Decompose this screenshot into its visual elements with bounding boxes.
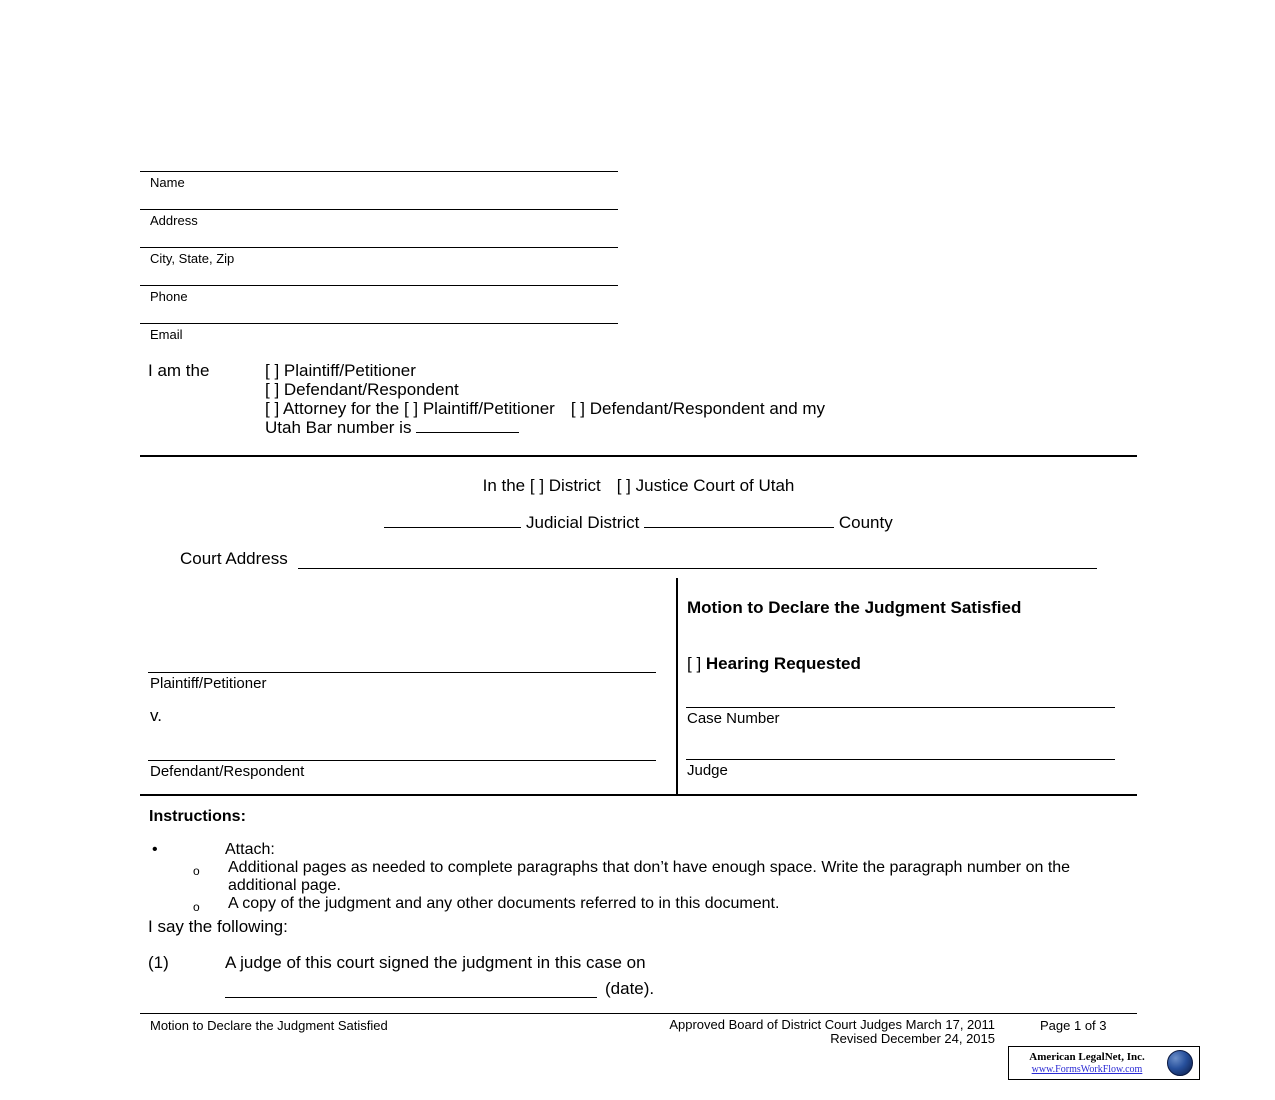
attach-subitem-1-text: Additional pages as needed to complete paragraphs that don’t have enough space. Write the paragraph number on the additional page. bbox=[228, 859, 1071, 894]
option-attorney-prefix: Attorney for the bbox=[282, 399, 400, 418]
address-field bbox=[140, 209, 618, 247]
checkbox-icon: [ ] bbox=[529, 476, 545, 495]
justice-court-label: Justice Court of Utah bbox=[635, 476, 795, 495]
i-say-heading: I say the following: bbox=[148, 917, 288, 936]
county-label: County bbox=[838, 513, 893, 532]
circle-bullet-icon: o bbox=[193, 900, 200, 914]
court-address-label: Court Address bbox=[180, 549, 288, 568]
checkbox-icon: [ ] bbox=[570, 399, 585, 418]
formsworkflow-link[interactable]: www.FormsWorkFlow.com bbox=[1031, 1063, 1143, 1075]
option-defendant-label: Defendant/Respondent bbox=[283, 380, 459, 399]
hearing-requested-label: Hearing Requested bbox=[705, 654, 861, 673]
document-title: Motion to Declare the Judgment Satisfied bbox=[687, 598, 1022, 617]
attach-subitem-2 bbox=[140, 895, 1137, 916]
defendant-label: Defendant/Respondent bbox=[150, 763, 305, 780]
option-attorney bbox=[265, 399, 1165, 418]
circle-bullet-icon: o bbox=[193, 864, 200, 878]
legalnet-badge-text bbox=[1009, 1051, 1165, 1076]
plaintiff-blank bbox=[148, 672, 656, 673]
instructions-section bbox=[140, 808, 1137, 916]
footer-page-number: Page 1 of 3 bbox=[1040, 1018, 1107, 1033]
case-number-blank bbox=[686, 707, 1115, 708]
attach-subitem-2-text: A copy of the judgment and any other documents referred to in this document. bbox=[228, 895, 780, 912]
bullet-icon: • bbox=[152, 841, 158, 858]
checkbox-icon: [ ] bbox=[265, 361, 280, 380]
section-divider bbox=[140, 455, 1137, 457]
caption-parties-cell bbox=[140, 578, 678, 794]
in-the-label: In the bbox=[482, 476, 526, 495]
filer-contact-block bbox=[140, 171, 618, 361]
footer-revised-line: Revised December 24, 2015 bbox=[830, 1031, 995, 1046]
case-number-label: Case Number bbox=[687, 710, 780, 727]
email-field bbox=[140, 323, 618, 361]
court-address-line bbox=[140, 549, 1137, 569]
date-suffix-label: (date). bbox=[605, 979, 655, 998]
option-plaintiff-label: Plaintiff/Petitioner bbox=[283, 361, 416, 380]
attach-subitem-1 bbox=[140, 859, 1137, 895]
option-defendant bbox=[265, 380, 1165, 399]
bar-number-label: Utah Bar number is bbox=[265, 418, 412, 437]
checkbox-icon: [ ] bbox=[616, 476, 631, 495]
item-1-number: (1) bbox=[148, 953, 169, 972]
plaintiff-label: Plaintiff/Petitioner bbox=[150, 675, 267, 692]
option-attorney-plaintiff: Plaintiff/Petitioner bbox=[422, 399, 555, 418]
checkbox-icon: [ ] bbox=[265, 380, 280, 399]
city-state-zip-label: City, State, Zip bbox=[150, 251, 235, 266]
footer-approved-line: Approved Board of District Court Judges March 17, 2011 bbox=[669, 1017, 995, 1032]
address-label: Address bbox=[150, 213, 198, 228]
checkbox-icon: [ ] bbox=[265, 399, 280, 418]
footer-divider bbox=[140, 1013, 1137, 1014]
judge-label: Judge bbox=[687, 762, 728, 779]
footer-approval-block bbox=[572, 1018, 995, 1046]
judicial-district-label: Judicial District bbox=[526, 513, 640, 532]
phone-field bbox=[140, 285, 618, 323]
checkbox-icon: [ ] bbox=[403, 399, 419, 418]
district-label: District bbox=[548, 476, 601, 495]
name-label: Name bbox=[150, 175, 185, 190]
name-field bbox=[140, 171, 618, 209]
checkbox-icon: [ ] bbox=[687, 654, 702, 673]
hearing-requested-line bbox=[687, 654, 861, 674]
option-attorney-defendant: Defendant/Respondent and my bbox=[589, 399, 826, 418]
email-label: Email bbox=[150, 327, 183, 342]
court-type-line bbox=[140, 468, 1137, 496]
globe-logo-icon bbox=[1167, 1050, 1193, 1076]
defendant-blank bbox=[148, 760, 656, 761]
city-state-zip-field bbox=[140, 247, 618, 285]
court-address-blank bbox=[298, 553, 1097, 569]
attach-bullet-row bbox=[140, 841, 1137, 859]
instructions-heading: Instructions: bbox=[149, 808, 246, 825]
phone-label: Phone bbox=[150, 289, 188, 304]
versus-label: v. bbox=[150, 706, 162, 725]
legalnet-badge bbox=[1008, 1046, 1200, 1080]
party-role-section bbox=[148, 361, 1165, 437]
county-blank bbox=[644, 515, 834, 528]
party-role-lead: I am the bbox=[148, 361, 210, 380]
caption-title-cell bbox=[678, 578, 1137, 794]
party-role-options bbox=[265, 361, 1165, 437]
date-blank bbox=[225, 981, 597, 998]
bar-number-blank bbox=[416, 420, 519, 433]
judicial-district-line bbox=[140, 513, 1137, 533]
legalnet-company-name: American LegalNet, Inc. bbox=[1029, 1050, 1145, 1063]
footer-document-title: Motion to Declare the Judgment Satisfied bbox=[150, 1018, 388, 1033]
judicial-district-blank bbox=[384, 515, 521, 528]
judge-blank bbox=[686, 759, 1115, 760]
court-heading-section bbox=[140, 468, 1137, 569]
case-caption-table bbox=[140, 578, 1137, 796]
numbered-item-1 bbox=[148, 953, 654, 998]
bar-number-line bbox=[265, 418, 1165, 437]
item-1-text: A judge of this court signed the judgment in this case on bbox=[225, 953, 646, 972]
attach-label: Attach: bbox=[225, 841, 275, 858]
option-plaintiff bbox=[265, 361, 1165, 380]
